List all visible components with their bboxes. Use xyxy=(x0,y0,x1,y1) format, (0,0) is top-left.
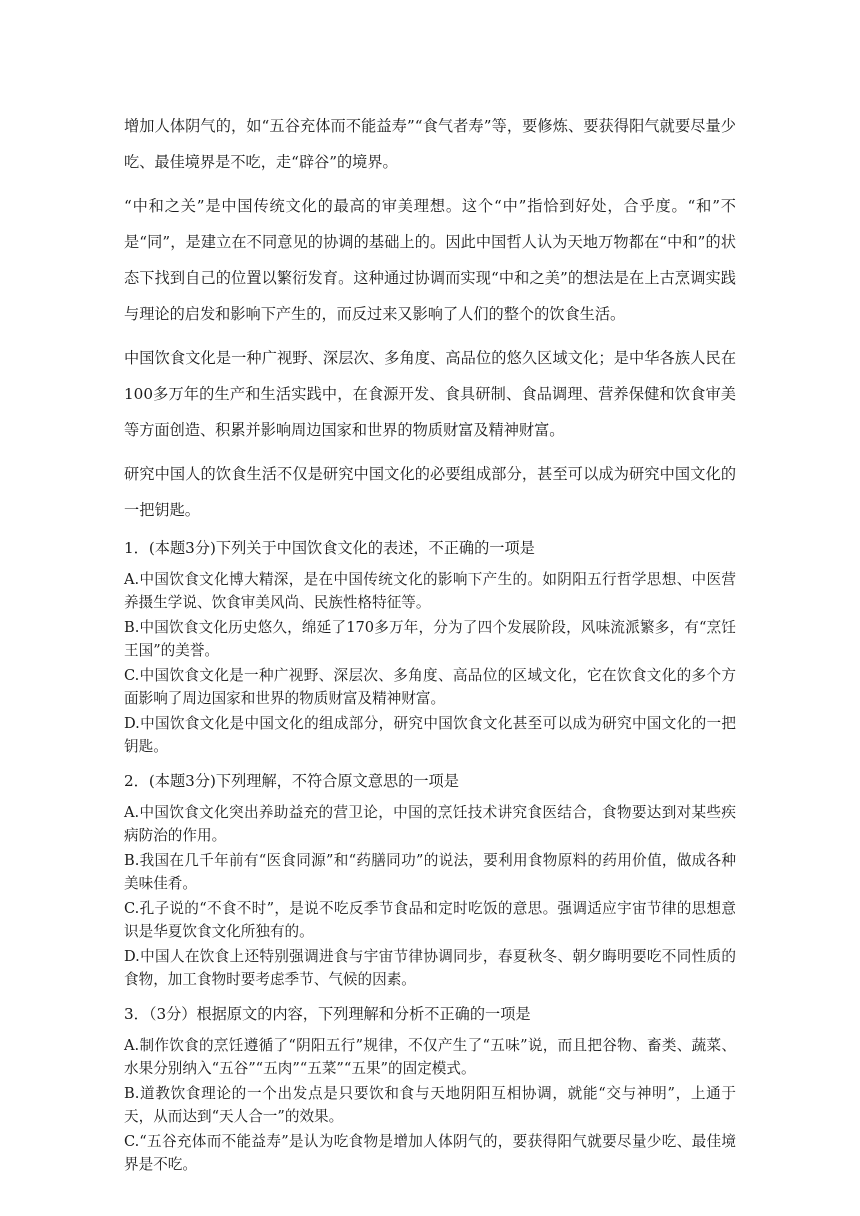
passage-paragraph-3: 中国饮食文化是一种广视野、深层次、多角度、高品位的悠久区域文化；是中华各族人民在100多万年的生产和生活实践中，在食源开发、食具研制、食品调理、营养保健和饮食审美等方面创造、积累并影响周边国家和世界的物质财富及精神财富。 xyxy=(124,349,736,439)
question-stem: 3．（3分）根据原文的内容，下列理解和分析不正确的一项是 xyxy=(124,1005,531,1023)
option-c: C.“五谷充体而不能益寿”是认为吃食物是增加人体阴气的，要获得阳气就要尽量少吃、最佳境界是不吃。 xyxy=(124,1133,736,1173)
question-2 xyxy=(124,769,736,991)
option-b: B.中国饮食文化历史悠久，绵延了170多万年，分为了四个发展阶段，风味流派繁多，有“烹饪王国”的美誉。 xyxy=(124,619,736,659)
passage-paragraph-4: 研究中国人的饮食生活不仅是研究中国文化的必要组成部分，甚至可以成为研究中国文化的一把钥匙。 xyxy=(124,465,736,519)
question-stem: 2．(本题3分)下列理解，不符合原文意思的一项是 xyxy=(124,772,459,790)
option-c: C.中国饮食文化是一种广视野、深层次、多角度、高品位的区域文化，它在饮食文化的多个方面影响了周边国家和世界的物质财富及精神财富。 xyxy=(124,667,736,707)
passage-paragraph-2: “中和之关”是中国传统文化的最高的审美理想。这个“中”指恰到好处，合乎度。“和”不是“同”，是建立在不同意见的协调的基础上的。因此中国哲人认为天地万物都在“中和”的状态下找到自己的位置以繁衍发育。这种通过协调而实现“中和之美”的想法是在上古烹调实践与理论的启发和影响下产生的，而反过来又影响了人们的整个的饮食生活。 xyxy=(124,197,736,323)
question-1 xyxy=(124,536,736,758)
option-c: C.孔子说的“不食不时”，是说不吃反季节食品和定时吃饭的意思。强调适应宇宙节律的思想意识是华夏饮食文化所独有的。 xyxy=(124,900,736,940)
option-b: B.道教饮食理论的一个出发点是只要饮和食与天地阴阳互相协调，就能“交与神明”，上通于天，从而达到“天人合一”的效果。 xyxy=(124,1085,736,1125)
option-d: D.中国人在饮食上还特别强调进食与宇宙节律协调同步，春夏秋冬、朝夕晦明要吃不同性质的食物，加工食物时要考虑季节、气候的因素。 xyxy=(124,948,736,988)
document-page xyxy=(124,108,736,1178)
option-a: A.制作饮食的烹饪遵循了“阴阳五行”规律，不仅产生了“五味”说，而且把谷物、畜类、蔬菜、水果分别纳入“五谷”“五肉”“五菜”“五果”的固定模式。 xyxy=(124,1037,736,1077)
question-stem: 1．(本题3分)下列关于中国饮食文化的表述，不正确的一项是 xyxy=(124,539,535,557)
passage-paragraph-1: 增加人体阴气的，如“五谷充体而不能益寿”“食气者寿”等，要修炼、要获得阳气就要尽量少吃、最佳境界是不吃，走“辟谷”的境界。 xyxy=(124,117,736,171)
option-b: B.我国在几千年前有“医食同源”和“药膳同功”的说法，要利用食物原料的药用价值，做成各种美味佳肴。 xyxy=(124,852,736,892)
option-a: A.中国饮食文化博大精深，是在中国传统文化的影响下产生的。如阴阳五行哲学思想、中医营养摄生学说、饮食审美风尚、民族性格特征等。 xyxy=(124,571,736,611)
spacer xyxy=(124,993,736,1000)
option-d: D.中国饮食文化是中国文化的组成部分，研究中国饮食文化甚至可以成为研究中国文化的一把钥匙。 xyxy=(124,715,736,755)
question-3 xyxy=(124,1002,736,1176)
option-a: A.中国饮食文化突出养助益充的营卫论，中国的烹饪技术讲究食医结合，食物要达到对某些疾病防治的作用。 xyxy=(124,804,736,844)
spacer xyxy=(124,760,736,767)
